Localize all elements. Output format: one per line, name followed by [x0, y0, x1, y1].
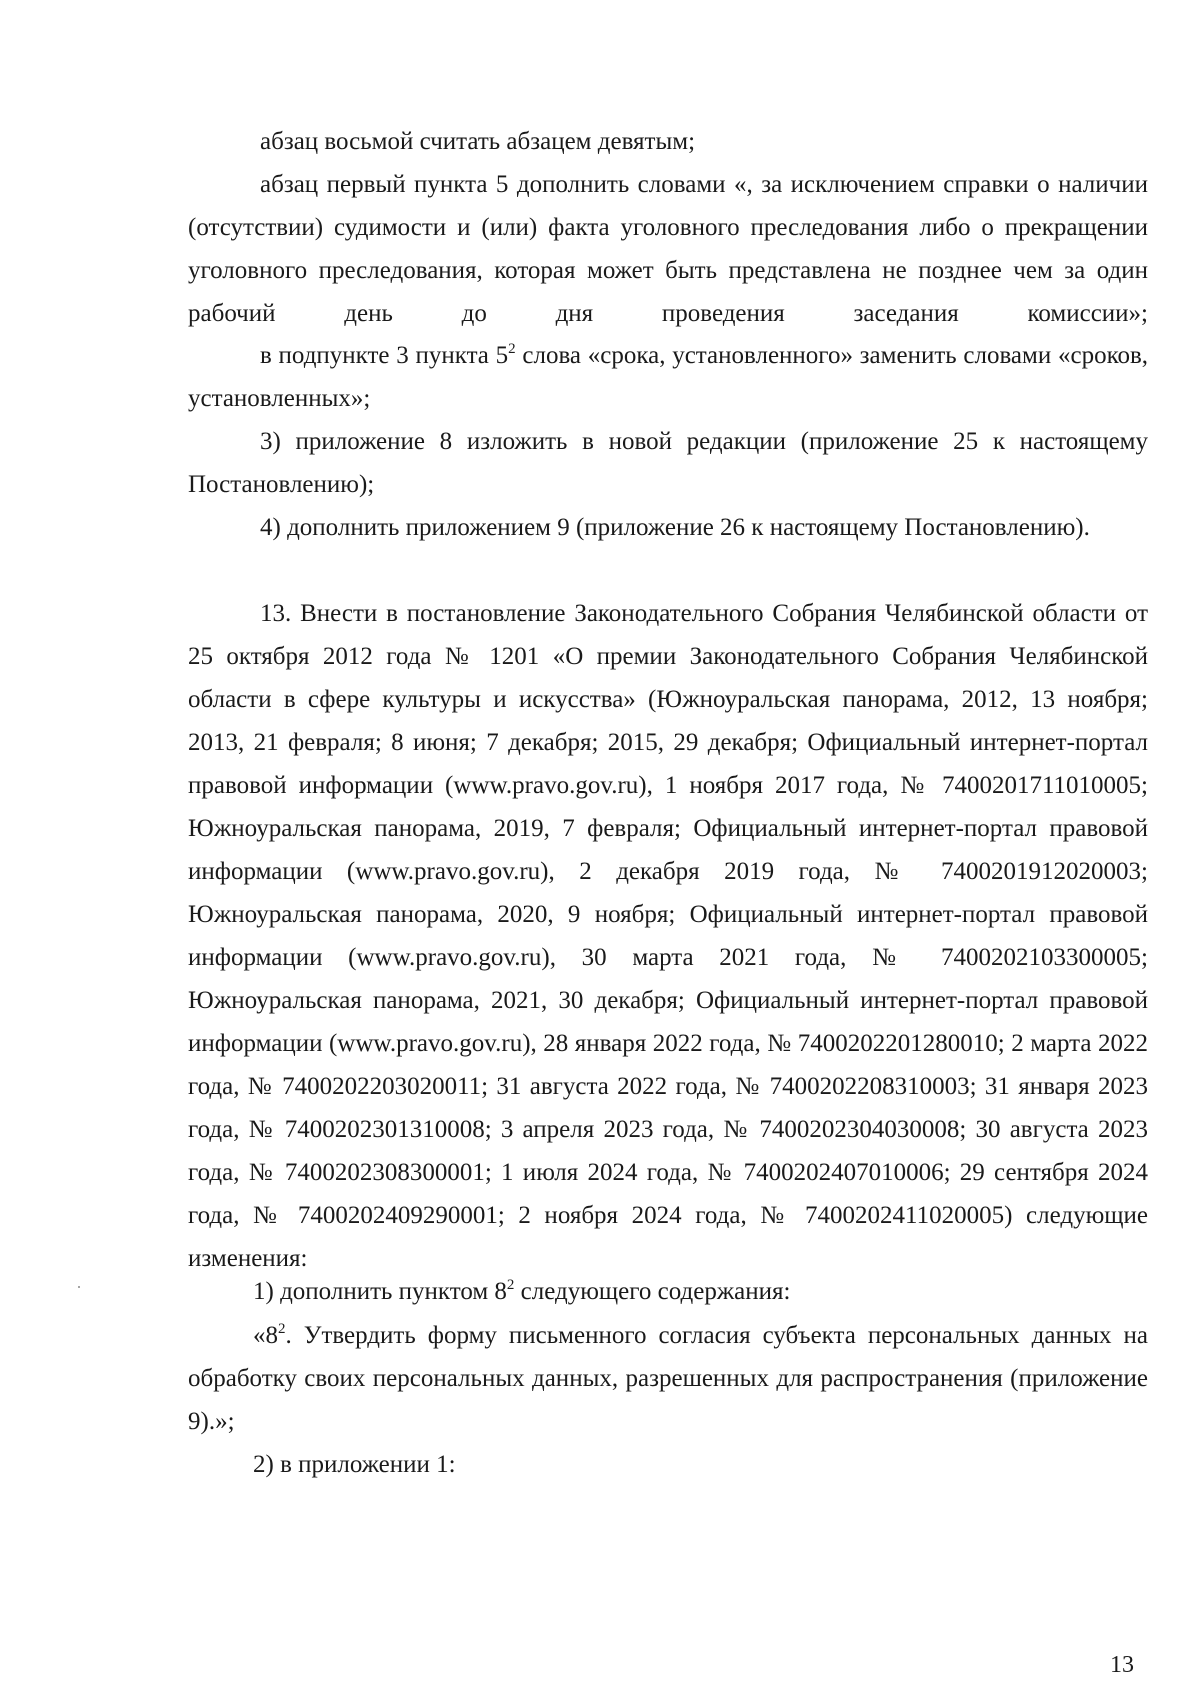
paragraph-3 — [188, 334, 1148, 420]
superscript: 2 — [278, 1321, 286, 1337]
paragraph-4 — [188, 420, 1148, 506]
text: «8 — [253, 1322, 278, 1349]
page-number: 13 — [1110, 1652, 1134, 1678]
text: 3) приложение 8 изложить в новой редакции (приложение 25 к настоящему Постановлению); — [188, 428, 1148, 498]
text: 13. Внести в постановление Законодательного Собрания Челябинской области от 25 октября 2012 года № 1201 «О премии Законодательного Собрания Челябинской области в сфере культуры и искусства» (Южноуральская панорама, 2012, 13 ноября; 2013, 21 февраля; 8 июня; 7 декабря; 2015, 29 декабря; Официальный интернет-портал правовой информации (www.pravo.gov.ru), 1 ноября 2017 года, № 7400201711010005; Южноуральская панорама, 2019, 7 февраля; Официальный интернет-портал правовой информации (www.pravo.gov.ru), 2 декабря 2019 года, № 7400201912020003; Южноуральская панорама, 2020, 9 ноября; Официальный интернет-портал правовой информации (www.pravo.gov.ru), 30 марта 2021 года, № 7400202103300005; Южноуральская панорама, 2021, 30 декабря; Официальный интернет-портал правовой информации (www.pravo.gov.ru), 28 января 2022 года, № 7400202201280010; 2 марта 2022 года, № 7400202203020011; 31 августа 2022 года, № 7400202208310003; 31 января 2023 года, № 7400202301310008; 3 апреля 2023 года, № 7400202304030008; 30 августа 2023 года, № 7400202308300001; 1 июля 2024 года, № 7400202407010006; 29 сентября 2024 года, № 7400202409290001; 2 ноября 2024 года, № 7400202411020005) следующие изменения: — [188, 600, 1148, 1272]
text: абзац восьмой считать абзацем девятым; — [260, 128, 696, 155]
paragraph-2 — [188, 163, 1148, 335]
paragraph-1 — [188, 120, 1148, 163]
text: следующего содержания: — [514, 1278, 791, 1305]
text: 4) дополнить приложением 9 (приложение 26 к настоящему Постановлению). — [260, 514, 1090, 541]
text: абзац первый пункта 5 дополнить словами «, за исключением справки о наличии (отсутствии) судимости и (или) факта уголовного преследования либо о прекращении уголовного преследования, которая может быть представлена не позднее чем за один рабочий день до дня проведения заседания комиссии»; — [188, 171, 1148, 327]
text: 2) в приложении 1: — [253, 1451, 456, 1478]
scan-speck — [78, 1286, 80, 1288]
paragraph-quote — [188, 1314, 1148, 1443]
text: в подпункте 3 пункта 5 — [260, 342, 509, 369]
text: . Утвердить форму письменного согласия субъекта персональных данных на обработку своих персональных данных, разрешенных для распространения (приложение 9).»; — [188, 1322, 1148, 1435]
text: слова «срока, установленного» заменить словами «сроков, установленных»; — [188, 342, 1148, 412]
paragraph-5 — [188, 506, 1148, 549]
text: 1) дополнить пунктом 8 — [253, 1278, 507, 1305]
paragraph-item-2 — [188, 1443, 1148, 1486]
paragraph-item-1 — [188, 1270, 1148, 1313]
superscript: 2 — [506, 1277, 515, 1293]
superscript: 2 — [508, 341, 516, 357]
paragraph-13 — [188, 592, 1148, 1280]
